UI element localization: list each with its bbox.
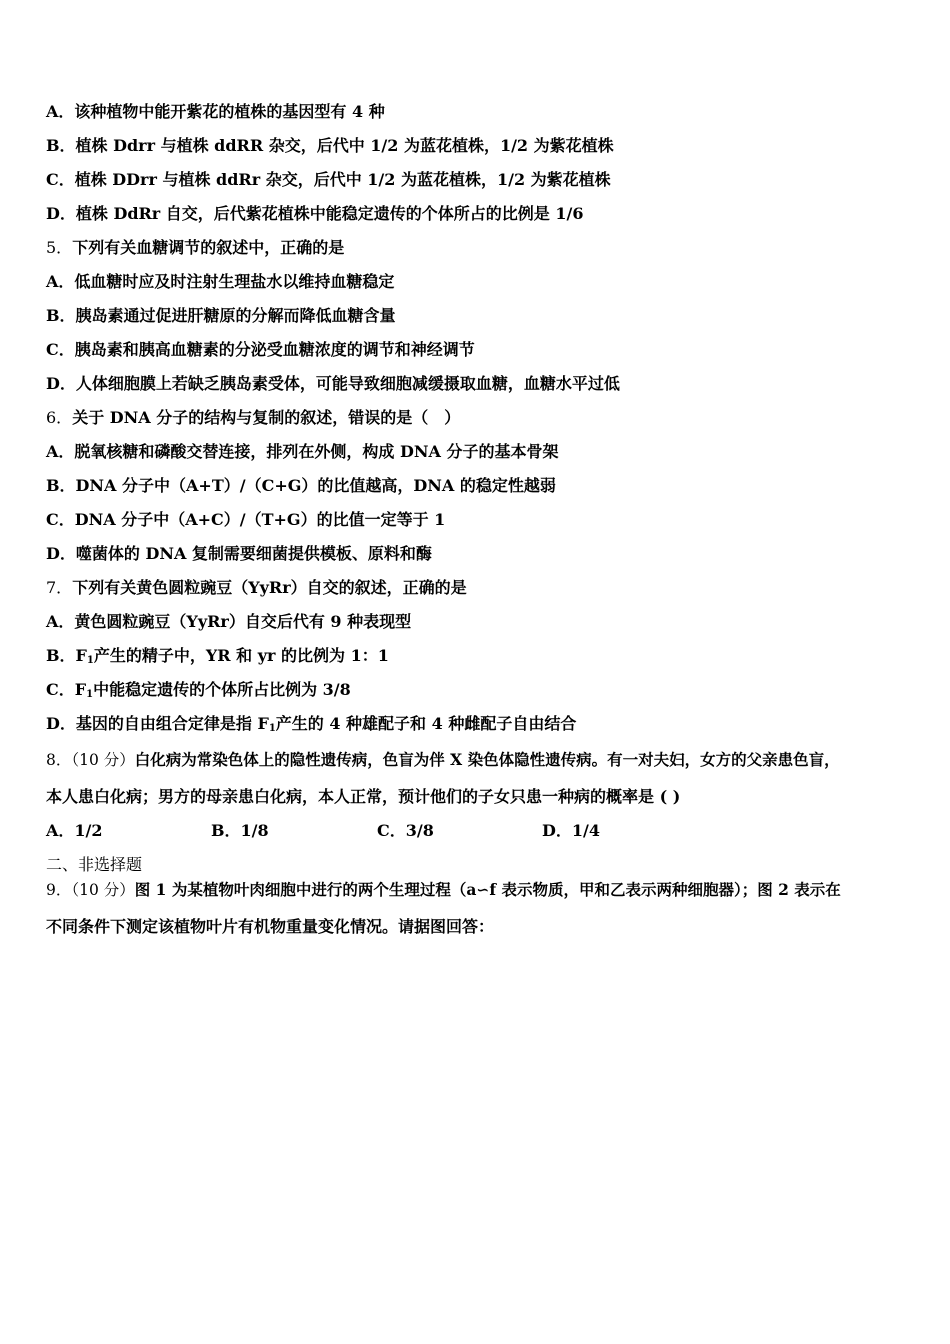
- q5-stem: [46, 238, 344, 258]
- q7-option-b-prefix: B．F: [46, 646, 87, 665]
- q5-number: 5．: [46, 238, 73, 257]
- q7-option-c-text: 中能稳定遗传的个体所占比例为 3/8: [93, 680, 351, 699]
- q6-number: 6．: [46, 408, 73, 427]
- q6-option-b: B．DNA 分子中（A+T）/（C+G）的比值越高，DNA 的稳定性越弱: [46, 476, 556, 495]
- q7-option-c-prefix: C．F: [46, 680, 87, 699]
- q9-points: （10 分）: [71, 881, 135, 899]
- q8-number: 8．: [46, 751, 72, 769]
- q8-text-line1: 白化病为常染色体上的隐性遗传病，色盲为伴 X 染色体隐性遗传病。有一对夫妇，女方的父亲患色盲，: [134, 750, 840, 769]
- q7-number: 7．: [46, 578, 73, 597]
- q5-option-a: A．低血糖时应及时注射生理盐水以维持血糖稳定: [46, 272, 395, 291]
- q5-option-c: C．胰岛素和胰高血糖素的分泌受血糖浓度的调节和神经调节: [46, 340, 475, 359]
- q8-option-b: B．1/8: [211, 821, 269, 840]
- q7-option-d-subscript: 1: [268, 723, 276, 734]
- q7-option-d-prefix: D．基因的自由组合定律是指 F: [46, 714, 269, 733]
- q4-option-d: D．植株 DdRr 自交，后代紫花植株中能稳定遗传的个体所占的比例是 1/6: [46, 204, 584, 223]
- q4-option-a: A．该种植物中能开紫花的植株的基因型有 4 种: [46, 102, 385, 121]
- q9-text-line1: 图 1 为某植物叶肉细胞中进行的两个生理过程（a∽f 表示物质，甲和乙表示两种细胞器）；图 2 表示在: [134, 880, 841, 899]
- q6-stem: [46, 408, 460, 428]
- q8-option-d: D．1/4: [542, 821, 600, 840]
- q5-text: 下列有关血糖调节的叙述中，正确的是: [72, 238, 345, 257]
- q7-option-d: [46, 714, 576, 734]
- q7-option-d-text: 产生的 4 种雄配子和 4 种雌配子自由结合: [275, 714, 577, 733]
- q7-option-a: A．黄色圆粒豌豆（YyRr）自交后代有 9 种表现型: [46, 612, 412, 631]
- q7-option-b: [46, 646, 389, 666]
- q7-option-b-text: 产生的精子中，YR 和 yr 的比例为 1：1: [93, 646, 389, 665]
- q8-stem-line1: [46, 750, 840, 770]
- q9-stem-line2: 不同条件下测定该植物叶片有机物重量变化情况。请据图回答：: [46, 917, 495, 936]
- q6-option-d: D．噬菌体的 DNA 复制需要细菌提供模板、原料和酶: [46, 544, 432, 563]
- q5-option-b: B．胰岛素通过促进肝糖原的分解而降低血糖含量: [46, 306, 396, 325]
- q6-text: 关于 DNA 分子的结构与复制的叙述，错误的是（ ）: [72, 408, 461, 427]
- q4-option-c: C．植株 DDrr 与植株 ddRr 杂交，后代中 1/2 为蓝花植株，1/2 为紫花植株: [46, 170, 611, 189]
- q8-stem-line2: 本人患白化病；男方的母亲患白化病，本人正常，预计他们的子女只患一种病的概率是 ( ): [46, 787, 681, 806]
- q7-stem: [46, 578, 467, 598]
- q5-option-d: D．人体细胞膜上若缺乏胰岛素受体，可能导致细胞减缓摄取血糖，血糖水平过低: [46, 374, 620, 393]
- q7-option-c-subscript: 1: [86, 689, 94, 700]
- q4-option-b: B．植株 Ddrr 与植株 ddRR 杂交，后代中 1/2 为蓝花植株，1/2 为紫花植株: [46, 136, 614, 155]
- q6-option-c: C．DNA 分子中（A+C）/（T+G）的比值一定等于 1: [46, 510, 446, 529]
- q6-option-a: A．脱氧核糖和磷酸交替连接，排列在外侧，构成 DNA 分子的基本骨架: [46, 442, 559, 461]
- q7-option-c: [46, 680, 351, 700]
- q7-text: 下列有关黄色圆粒豌豆（YyRr）自交的叙述，正确的是: [72, 578, 467, 597]
- q9-number: 9．: [46, 881, 72, 899]
- q8-option-c: C．3/8: [377, 821, 434, 840]
- q9-stem-line1: [46, 880, 841, 900]
- q8-points: （10 分）: [71, 751, 135, 769]
- q8-options: [46, 821, 906, 841]
- q8-option-a: A．1/2: [46, 821, 103, 840]
- q7-option-b-subscript: 1: [86, 655, 94, 666]
- section-heading: 二、非选择题: [46, 855, 143, 874]
